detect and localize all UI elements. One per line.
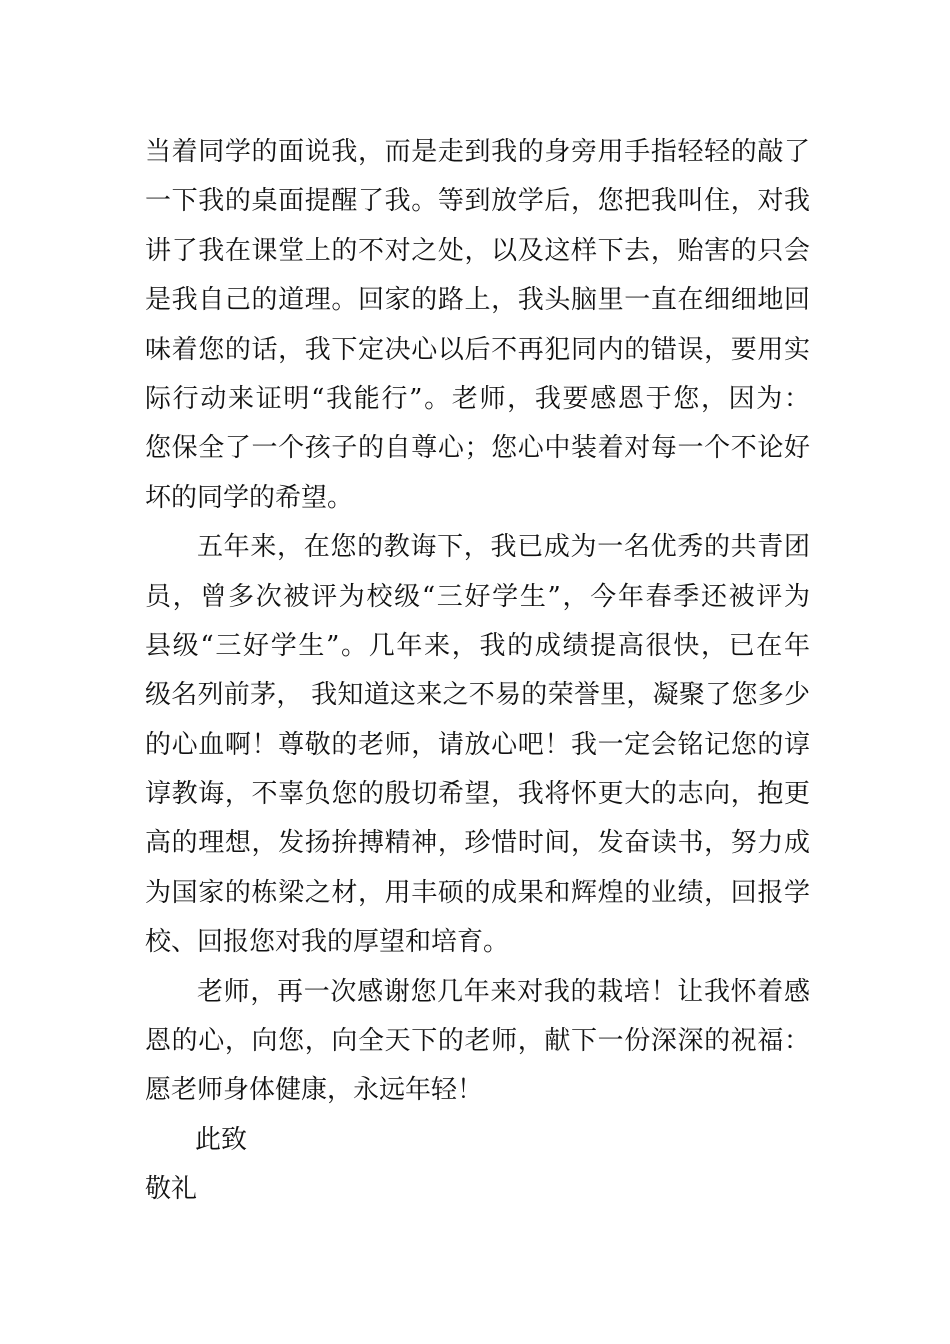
- text-line: 际行动来证明“我能行”。老师，我要感恩于您，因为：: [145, 383, 810, 414]
- text-line: 一下我的桌面提醒了我。等到放学后，您把我叫住，对我: [145, 186, 810, 217]
- text-line: 谆教诲，不辜负您的殷切希望，我将怀更大的志向，抱更: [145, 779, 810, 810]
- text-line: 讲了我在课堂上的不对之处，以及这样下去，贻害的只会: [145, 235, 810, 266]
- closing-regards: 敬礼: [145, 1174, 198, 1205]
- text-line: 老师，再一次感谢您几年来对我的栽培！让我怀着感: [197, 976, 810, 1007]
- closing: [145, 1116, 810, 1215]
- text-line: 当着同学的面说我，而是走到我的身旁用手指轻轻的敲了: [145, 137, 810, 167]
- text-line: 的心血啊！尊敬的老师，请放心吧！我一定会铭记您的谆: [145, 729, 810, 760]
- text-line: 校、回报您对我的厚望和培育。: [145, 927, 510, 958]
- text-line: 五年来，在您的教诲下，我已成为一名优秀的共青团: [197, 532, 810, 563]
- text-line: 您保全了一个孩子的自尊心；您心中装着对每一个不论好: [145, 433, 810, 464]
- text-line: 是我自己的道理。回家的路上，我头脑里一直在细细地回: [145, 285, 810, 316]
- paragraph-2: [145, 523, 810, 968]
- paragraph-1: [145, 128, 810, 523]
- text-line: 恩的心，向您，向全天下的老师，献下一份深深的祝福：: [145, 1026, 810, 1057]
- text-line: 为国家的栋梁之材，用丰硕的成果和辉煌的业绩，回报学: [145, 877, 810, 908]
- paragraph-3: [145, 968, 810, 1116]
- text-line: 坏的同学的希望。: [145, 482, 354, 513]
- text-line: 级名列前茅， 我知道这来之不易的荣誉里，凝聚了您多少: [145, 680, 810, 711]
- text-line: 高的理想，发扬拚搏精神，珍惜时间，发奋读书，努力成: [145, 828, 810, 859]
- text-line: 县级“三好学生”。几年来，我的成绩提高很快，已在年: [145, 630, 810, 661]
- letter-body: [145, 128, 810, 1215]
- text-line: 味着您的话，我下定决心以后不再犯同内的错误，要用实: [145, 334, 810, 365]
- closing-salutation: 此致: [195, 1124, 248, 1155]
- text-line: 员，曾多次被评为校级“三好学生”，今年春季还被评为: [145, 581, 810, 612]
- text-line: 愿老师身体健康，永远年轻！: [145, 1075, 484, 1106]
